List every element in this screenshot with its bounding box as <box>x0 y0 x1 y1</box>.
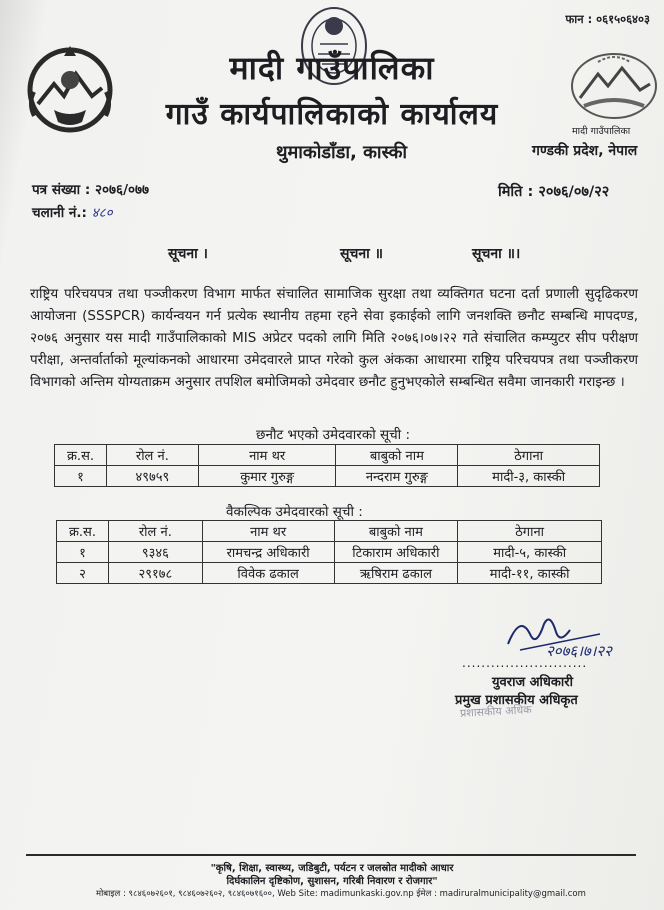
phone-number: फान : ०६१५०६४०३ <box>565 12 650 26</box>
table-row <box>57 563 602 584</box>
reference-label: पत्र संख्या : <box>32 182 91 198</box>
signature-date-scrawl: २०७६।७।२२ <box>546 642 612 660</box>
notice-heading-2: सूचना ॥ <box>340 246 384 262</box>
page-title: मादी गाउँपालिका <box>229 49 435 87</box>
footer-contact: मोबाइल : ९८४६०७२६०१, ९८४६०७२६०२, ९८४६०७१६००, Web Site: madimunkaski.gov.np ईमेल : madiruralmunicipality@gmail.com <box>96 889 586 899</box>
dispatch-value: ४८० <box>91 205 113 221</box>
signature-line: .......................... <box>462 656 588 670</box>
table-header-row <box>57 521 602 542</box>
reference-number <box>32 180 149 198</box>
footer-slogan-line1: "कृषि, शिक्षा, स्वास्थ्य, जडिबुटी, पर्यटन र जलस्रोत मादीको आधार <box>210 863 454 874</box>
table-cell: २९१७८ <box>108 563 202 584</box>
selected-table-caption: छनौट भएको उमेदवारको सूची : <box>256 427 411 443</box>
date-label: मिति : <box>498 184 534 200</box>
footer-divider <box>26 854 636 856</box>
notice-heading-1: सूचना । <box>168 246 208 262</box>
logo-label: मादी गाउँपालिका <box>572 126 631 137</box>
table-cell: ४९७५९ <box>106 466 198 487</box>
table-cell: ऋषिराम ढकाल <box>334 563 458 584</box>
column-header: रोल नं. <box>106 445 198 466</box>
alternate-candidates-table <box>56 520 602 584</box>
office-address: थुमाकोडाँडा, कास्की <box>276 142 408 163</box>
column-header: बाबुको नाम <box>334 521 458 542</box>
column-header: रोल नं. <box>108 521 202 542</box>
office-title: गाउँ कार्यपालिकाको कार्यालय <box>165 97 499 132</box>
table-cell: मादी-५, कास्की <box>458 542 602 563</box>
column-header: क्र.स. <box>55 445 107 466</box>
column-header: क्र.स. <box>57 521 109 542</box>
table-cell: कुमार गुरुङ्ग <box>198 466 336 487</box>
column-header: बाबुको नाम <box>336 445 458 466</box>
alternate-table-caption: वैकल्पिक उमेदवारको सूची : <box>226 504 363 520</box>
table-cell: नन्दराम गुरुङ्ग <box>336 466 458 487</box>
signer-title: प्रमुख प्रशासकीय अधिकृत <box>455 693 578 708</box>
faded-stamp-text: प्रशासकीय अधिक <box>459 703 532 720</box>
table-cell: मादी-११, कास्की <box>458 563 602 584</box>
table-cell: विवेक ढकाल <box>202 563 334 584</box>
issue-date <box>498 181 609 201</box>
column-header: ठेगाना <box>458 521 602 542</box>
date-value: २०७६/०७/२२ <box>538 184 610 200</box>
signer-name: युवराज अधिकारी <box>492 675 573 690</box>
province-label: गण्डकी प्रदेश, नेपाल <box>532 143 638 159</box>
column-header: नाम थर <box>198 445 336 466</box>
dispatch-number <box>32 203 113 221</box>
table-cell: रामचन्द्र अधिकारी <box>202 542 334 563</box>
notice-body: राष्ट्रिय परिचयपत्र तथा पञ्जीकरण विभाग मार्फत संचालित सामाजिक सुरक्षा तथा व्यक्तिगत घटना दर्ता प्रणाली सुदृढिकरण आयोजना (SSSPCR) कार्यन्वयन गर्न प्रत्येक स्थानीय तहमा रहने सेवा इकाईको लागि जनशक्ति छनौट सम्बन्धि मापदण्ड, २०७६ अनुसार यस मादी गाउँपालिकाको MIS अप्रेटर पदको लागि मिति २०७६।०७।२२ गते संचालित कम्प्युटर सीप परीक्षण परीक्षा, अन्तर्वार्ताको मूल्यांकनको आधारमा उमेदवारले प्राप्त गरेको कुल अंकका आधारमा राष्ट्रिय परिचयपत्र तथा पञ्जीकरण विभागको अन्तिम योग्यताक्रम अनुसार तपशिल बमोजिमको उमेदवार छनौट हुनुभएकोले सम्बन्धित सवैमा जानकारी गराइन्छ । <box>30 286 638 390</box>
selected-candidates-table <box>54 444 600 487</box>
notice-heading-3: सूचना ॥। <box>472 246 521 262</box>
table-row <box>55 466 600 487</box>
reference-value: २०७६/०७७ <box>94 182 150 198</box>
table-cell: १ <box>55 466 107 487</box>
table-row <box>57 542 602 563</box>
table-header-row <box>55 445 600 466</box>
dispatch-label: चलानी नं.: <box>32 205 87 221</box>
table-cell: टिकाराम अधिकारी <box>334 542 458 563</box>
table-cell: ९३४६ <box>108 542 202 563</box>
table-cell: मादी-३, कास्की <box>458 466 600 487</box>
table-cell: १ <box>57 542 109 563</box>
footer-slogan-line2: दिर्घकालिन दृष्टिकोण, सुशासन, गरिबी निवारण र रोजगार" <box>226 876 438 887</box>
table-cell: २ <box>57 563 109 584</box>
column-header: नाम थर <box>202 521 334 542</box>
column-header: ठेगाना <box>458 445 600 466</box>
